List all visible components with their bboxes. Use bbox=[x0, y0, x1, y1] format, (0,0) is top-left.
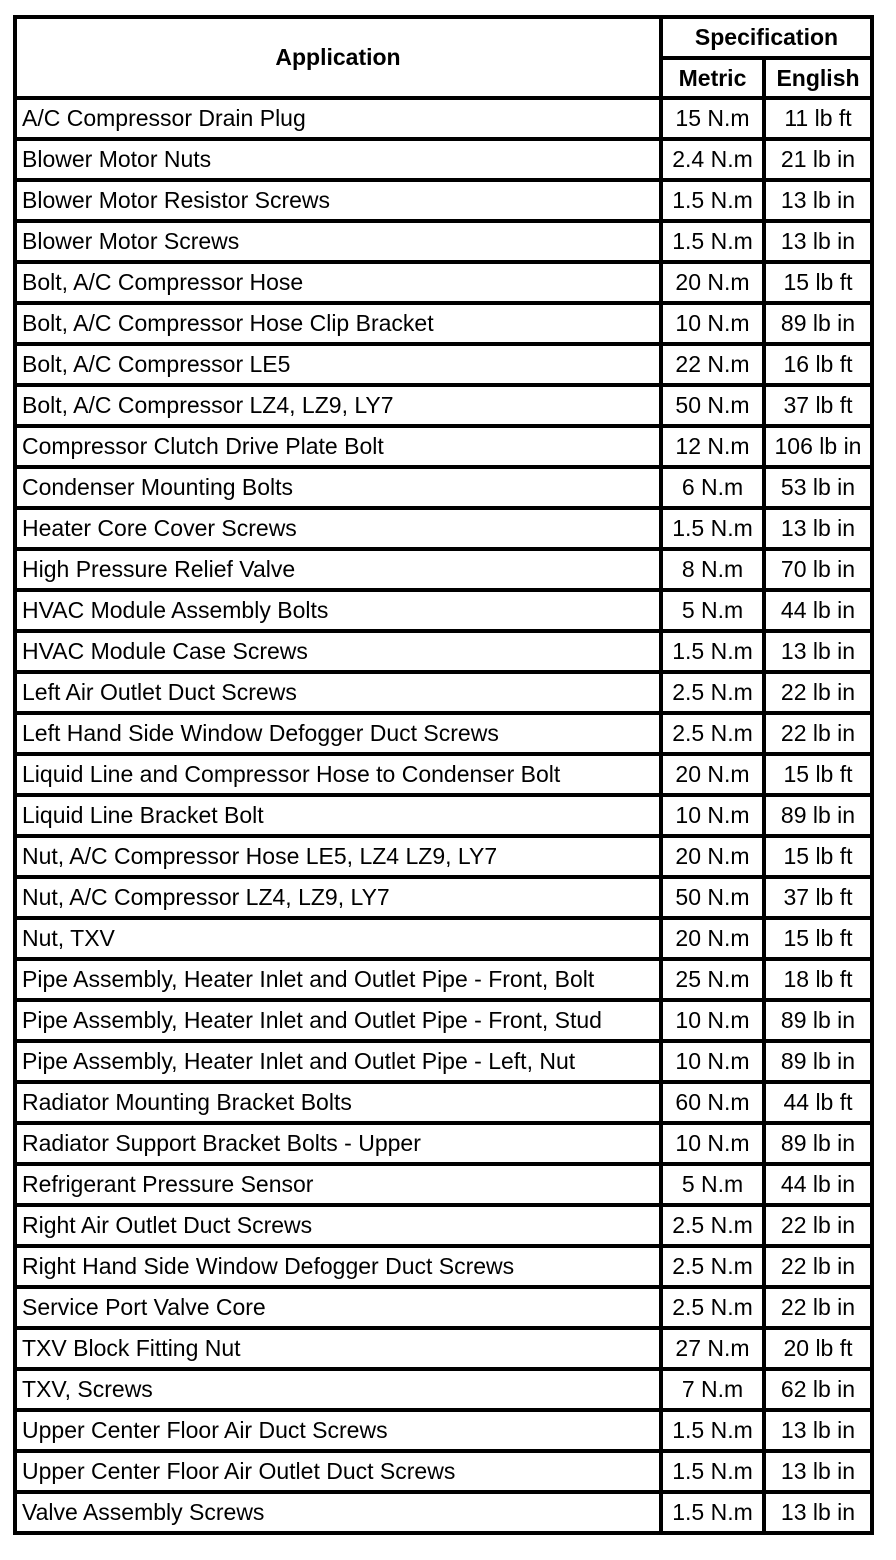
table-header bbox=[15, 17, 872, 98]
metric-value-cell: 15 N.m bbox=[661, 98, 764, 139]
english-value-cell: 37 lb ft bbox=[764, 385, 872, 426]
english-value-cell: 13 lb in bbox=[764, 1410, 872, 1451]
english-value-cell: 44 lb in bbox=[764, 590, 872, 631]
english-value-cell: 13 lb in bbox=[764, 1492, 872, 1533]
metric-value-cell: 10 N.m bbox=[661, 1041, 764, 1082]
metric-value-cell: 20 N.m bbox=[661, 754, 764, 795]
english-value-cell: 22 lb in bbox=[764, 1205, 872, 1246]
metric-value-cell: 1.5 N.m bbox=[661, 1451, 764, 1492]
metric-value-cell: 2.5 N.m bbox=[661, 1246, 764, 1287]
header-specification: Specification bbox=[661, 17, 872, 58]
metric-value-cell: 1.5 N.m bbox=[661, 631, 764, 672]
english-value-cell: 20 lb ft bbox=[764, 1328, 872, 1369]
application-cell: Service Port Valve Core bbox=[15, 1287, 661, 1328]
table-row bbox=[15, 590, 872, 631]
english-value-cell: 37 lb ft bbox=[764, 877, 872, 918]
table-row bbox=[15, 1328, 872, 1369]
header-row-top bbox=[15, 17, 872, 58]
metric-value-cell: 5 N.m bbox=[661, 1164, 764, 1205]
metric-value-cell: 10 N.m bbox=[661, 303, 764, 344]
english-value-cell: 18 lb ft bbox=[764, 959, 872, 1000]
table-row bbox=[15, 221, 872, 262]
metric-value-cell: 50 N.m bbox=[661, 877, 764, 918]
metric-value-cell: 20 N.m bbox=[661, 262, 764, 303]
english-value-cell: 11 lb ft bbox=[764, 98, 872, 139]
english-value-cell: 13 lb in bbox=[764, 221, 872, 262]
english-value-cell: 13 lb in bbox=[764, 1451, 872, 1492]
application-cell: Liquid Line and Compressor Hose to Condenser Bolt bbox=[15, 754, 661, 795]
english-value-cell: 53 lb in bbox=[764, 467, 872, 508]
header-metric: Metric bbox=[661, 58, 764, 98]
application-cell: Bolt, A/C Compressor Hose bbox=[15, 262, 661, 303]
english-value-cell: 62 lb in bbox=[764, 1369, 872, 1410]
metric-value-cell: 10 N.m bbox=[661, 1000, 764, 1041]
table-row bbox=[15, 1082, 872, 1123]
table-row bbox=[15, 631, 872, 672]
metric-value-cell: 2.5 N.m bbox=[661, 713, 764, 754]
table-row bbox=[15, 262, 872, 303]
metric-value-cell: 1.5 N.m bbox=[661, 508, 764, 549]
application-cell: Pipe Assembly, Heater Inlet and Outlet Pipe - Left, Nut bbox=[15, 1041, 661, 1082]
application-cell: A/C Compressor Drain Plug bbox=[15, 98, 661, 139]
english-value-cell: 89 lb in bbox=[764, 795, 872, 836]
application-cell: Valve Assembly Screws bbox=[15, 1492, 661, 1533]
application-cell: Blower Motor Nuts bbox=[15, 139, 661, 180]
table-row bbox=[15, 508, 872, 549]
metric-value-cell: 22 N.m bbox=[661, 344, 764, 385]
metric-value-cell: 27 N.m bbox=[661, 1328, 764, 1369]
english-value-cell: 89 lb in bbox=[764, 1041, 872, 1082]
application-cell: Refrigerant Pressure Sensor bbox=[15, 1164, 661, 1205]
english-value-cell: 89 lb in bbox=[764, 1123, 872, 1164]
table-row bbox=[15, 549, 872, 590]
english-value-cell: 15 lb ft bbox=[764, 262, 872, 303]
english-value-cell: 13 lb in bbox=[764, 508, 872, 549]
english-value-cell: 15 lb ft bbox=[764, 836, 872, 877]
table-row bbox=[15, 713, 872, 754]
table-row bbox=[15, 1246, 872, 1287]
table-row bbox=[15, 385, 872, 426]
metric-value-cell: 10 N.m bbox=[661, 1123, 764, 1164]
english-value-cell: 22 lb in bbox=[764, 1287, 872, 1328]
table-row bbox=[15, 1287, 872, 1328]
metric-value-cell: 1.5 N.m bbox=[661, 1492, 764, 1533]
english-value-cell: 13 lb in bbox=[764, 631, 872, 672]
application-cell: Left Air Outlet Duct Screws bbox=[15, 672, 661, 713]
header-application: Application bbox=[15, 17, 661, 98]
table-row bbox=[15, 1123, 872, 1164]
application-cell: Compressor Clutch Drive Plate Bolt bbox=[15, 426, 661, 467]
application-cell: Nut, A/C Compressor Hose LE5, LZ4 LZ9, LY7 bbox=[15, 836, 661, 877]
table-row bbox=[15, 918, 872, 959]
table-row bbox=[15, 795, 872, 836]
metric-value-cell: 8 N.m bbox=[661, 549, 764, 590]
application-cell: Nut, A/C Compressor LZ4, LZ9, LY7 bbox=[15, 877, 661, 918]
table-row bbox=[15, 754, 872, 795]
english-value-cell: 44 lb ft bbox=[764, 1082, 872, 1123]
english-value-cell: 89 lb in bbox=[764, 303, 872, 344]
table-row bbox=[15, 1492, 872, 1533]
metric-value-cell: 60 N.m bbox=[661, 1082, 764, 1123]
metric-value-cell: 6 N.m bbox=[661, 467, 764, 508]
table-row bbox=[15, 139, 872, 180]
application-cell: High Pressure Relief Valve bbox=[15, 549, 661, 590]
metric-value-cell: 12 N.m bbox=[661, 426, 764, 467]
table-body bbox=[15, 98, 872, 1533]
table-row bbox=[15, 180, 872, 221]
application-cell: Blower Motor Resistor Screws bbox=[15, 180, 661, 221]
metric-value-cell: 2.4 N.m bbox=[661, 139, 764, 180]
application-cell: Bolt, A/C Compressor Hose Clip Bracket bbox=[15, 303, 661, 344]
application-cell: Right Hand Side Window Defogger Duct Screws bbox=[15, 1246, 661, 1287]
metric-value-cell: 5 N.m bbox=[661, 590, 764, 631]
metric-value-cell: 20 N.m bbox=[661, 836, 764, 877]
metric-value-cell: 2.5 N.m bbox=[661, 672, 764, 713]
table-row bbox=[15, 426, 872, 467]
english-value-cell: 22 lb in bbox=[764, 1246, 872, 1287]
application-cell: Left Hand Side Window Defogger Duct Screws bbox=[15, 713, 661, 754]
metric-value-cell: 25 N.m bbox=[661, 959, 764, 1000]
table-row bbox=[15, 1205, 872, 1246]
metric-value-cell: 20 N.m bbox=[661, 918, 764, 959]
table-row bbox=[15, 959, 872, 1000]
table-row bbox=[15, 877, 872, 918]
header-english: English bbox=[764, 58, 872, 98]
english-value-cell: 15 lb ft bbox=[764, 754, 872, 795]
table-row bbox=[15, 1041, 872, 1082]
table-row bbox=[15, 672, 872, 713]
application-cell: TXV, Screws bbox=[15, 1369, 661, 1410]
english-value-cell: 106 lb in bbox=[764, 426, 872, 467]
english-value-cell: 22 lb in bbox=[764, 672, 872, 713]
application-cell: Bolt, A/C Compressor LE5 bbox=[15, 344, 661, 385]
application-cell: Liquid Line Bracket Bolt bbox=[15, 795, 661, 836]
table-row bbox=[15, 836, 872, 877]
application-cell: HVAC Module Assembly Bolts bbox=[15, 590, 661, 631]
english-value-cell: 44 lb in bbox=[764, 1164, 872, 1205]
application-cell: Radiator Support Bracket Bolts - Upper bbox=[15, 1123, 661, 1164]
metric-value-cell: 1.5 N.m bbox=[661, 180, 764, 221]
application-cell: HVAC Module Case Screws bbox=[15, 631, 661, 672]
metric-value-cell: 1.5 N.m bbox=[661, 1410, 764, 1451]
application-cell: Radiator Mounting Bracket Bolts bbox=[15, 1082, 661, 1123]
fastener-specification-table bbox=[13, 15, 874, 1535]
application-cell: Heater Core Cover Screws bbox=[15, 508, 661, 549]
metric-value-cell: 2.5 N.m bbox=[661, 1205, 764, 1246]
table-row bbox=[15, 1000, 872, 1041]
application-cell: Bolt, A/C Compressor LZ4, LZ9, LY7 bbox=[15, 385, 661, 426]
metric-value-cell: 50 N.m bbox=[661, 385, 764, 426]
table-row bbox=[15, 1164, 872, 1205]
table-row bbox=[15, 467, 872, 508]
table-row bbox=[15, 1410, 872, 1451]
application-cell: Upper Center Floor Air Outlet Duct Screws bbox=[15, 1451, 661, 1492]
metric-value-cell: 1.5 N.m bbox=[661, 221, 764, 262]
application-cell: Upper Center Floor Air Duct Screws bbox=[15, 1410, 661, 1451]
english-value-cell: 15 lb ft bbox=[764, 918, 872, 959]
english-value-cell: 21 lb in bbox=[764, 139, 872, 180]
table-row bbox=[15, 1451, 872, 1492]
english-value-cell: 89 lb in bbox=[764, 1000, 872, 1041]
table-row bbox=[15, 303, 872, 344]
metric-value-cell: 2.5 N.m bbox=[661, 1287, 764, 1328]
table-row bbox=[15, 98, 872, 139]
application-cell: TXV Block Fitting Nut bbox=[15, 1328, 661, 1369]
english-value-cell: 70 lb in bbox=[764, 549, 872, 590]
metric-value-cell: 7 N.m bbox=[661, 1369, 764, 1410]
application-cell: Pipe Assembly, Heater Inlet and Outlet Pipe - Front, Bolt bbox=[15, 959, 661, 1000]
application-cell: Nut, TXV bbox=[15, 918, 661, 959]
table-row bbox=[15, 1369, 872, 1410]
application-cell: Condenser Mounting Bolts bbox=[15, 467, 661, 508]
table-row bbox=[15, 344, 872, 385]
application-cell: Pipe Assembly, Heater Inlet and Outlet Pipe - Front, Stud bbox=[15, 1000, 661, 1041]
english-value-cell: 22 lb in bbox=[764, 713, 872, 754]
application-cell: Right Air Outlet Duct Screws bbox=[15, 1205, 661, 1246]
english-value-cell: 16 lb ft bbox=[764, 344, 872, 385]
application-cell: Blower Motor Screws bbox=[15, 221, 661, 262]
english-value-cell: 13 lb in bbox=[764, 180, 872, 221]
metric-value-cell: 10 N.m bbox=[661, 795, 764, 836]
